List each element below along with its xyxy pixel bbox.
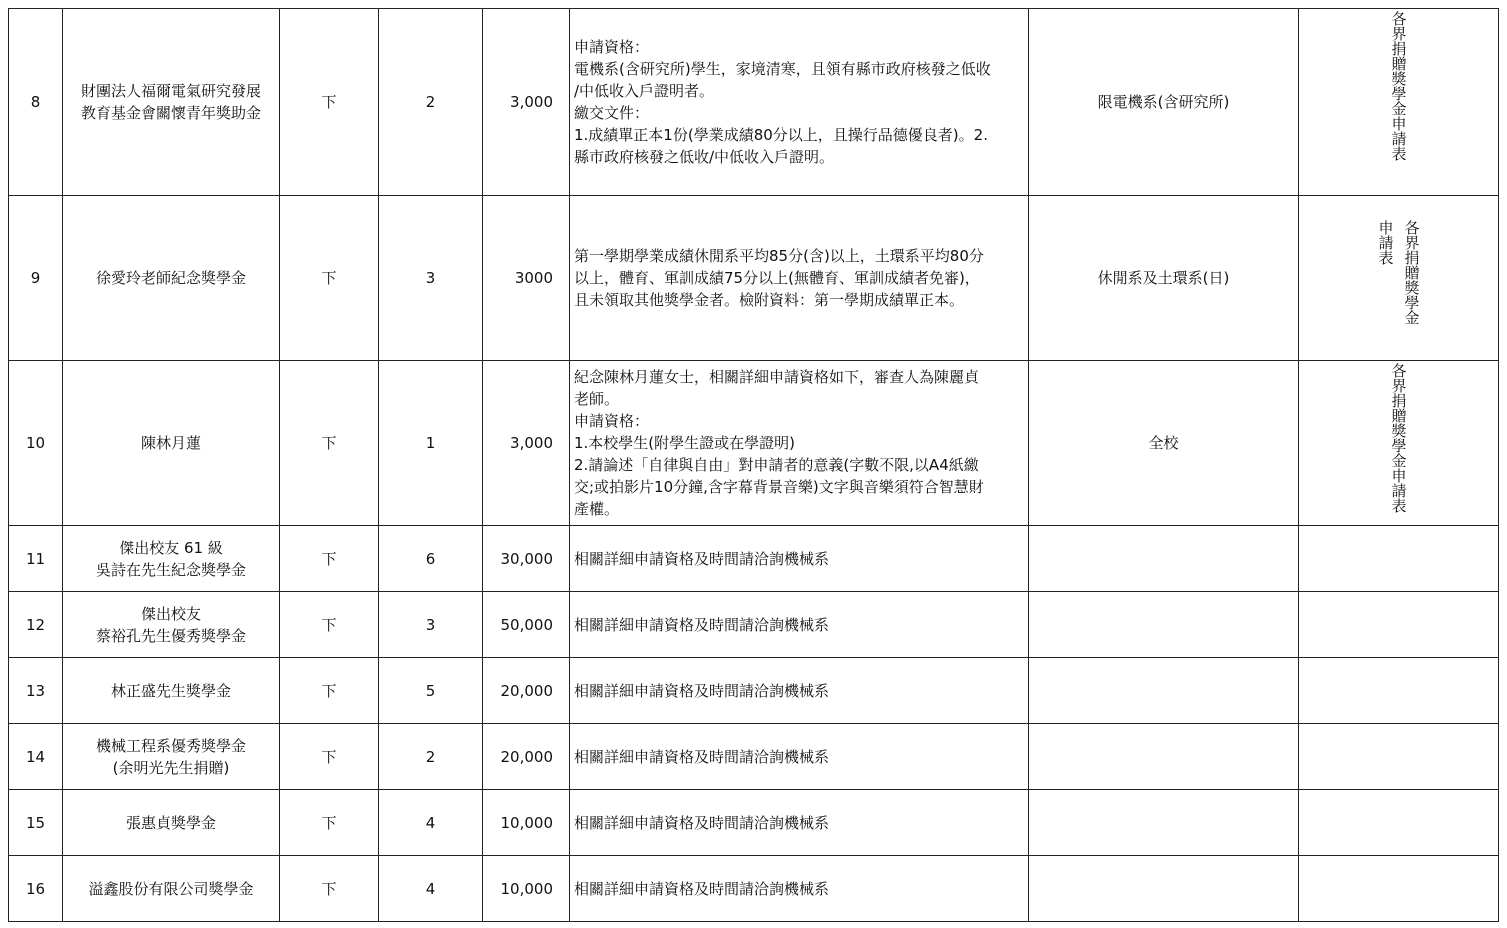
quota-text: 3 bbox=[425, 615, 436, 634]
amount bbox=[483, 592, 570, 658]
table-row bbox=[9, 856, 1499, 922]
scholarship-name-line: 傑出校友 61 級 bbox=[119, 538, 223, 557]
eligibility-line: 相關詳細申請資格及時間請洽詢機械系 bbox=[574, 549, 830, 568]
amount bbox=[483, 361, 570, 526]
eligibility-line: 申請資格： bbox=[574, 412, 650, 430]
scholarship-name-line: 財團法人福爾電氣研究發展 bbox=[80, 82, 261, 100]
amount-text: 3000 bbox=[514, 269, 553, 287]
application-form bbox=[1299, 658, 1499, 724]
amount-text: 50,000 bbox=[500, 615, 553, 634]
row-number-text: 13 bbox=[25, 681, 46, 700]
term bbox=[280, 724, 379, 790]
scope bbox=[1029, 9, 1299, 196]
amount bbox=[483, 790, 570, 856]
eligibility bbox=[570, 196, 1029, 361]
eligibility-line: 縣市政府核發之低收/中低收入戶證明。 bbox=[574, 148, 835, 166]
eligibility-line: 相關詳細申請資格及時間請洽詢機械系 bbox=[574, 615, 830, 634]
scholarship-name-line: 徐愛玲老師紀念獎學金 bbox=[95, 269, 246, 287]
amount-text: 3,000 bbox=[510, 434, 553, 452]
scholarship-table bbox=[8, 8, 1499, 922]
quota bbox=[379, 361, 483, 526]
term-text: 下 bbox=[321, 93, 337, 111]
eligibility-line: 繳交文件： bbox=[574, 104, 650, 122]
row-number bbox=[9, 361, 63, 526]
scholarship-name bbox=[63, 9, 280, 196]
row-number-text: 12 bbox=[25, 615, 46, 634]
application-form bbox=[1299, 724, 1499, 790]
eligibility-line: 且未領取其他獎學金者。檢附資料：第一學期成績單正本。 bbox=[574, 291, 965, 309]
amount-text: 10,000 bbox=[500, 879, 553, 898]
quota bbox=[379, 658, 483, 724]
amount-text: 3,000 bbox=[510, 93, 553, 111]
quota bbox=[379, 9, 483, 196]
eligibility bbox=[570, 361, 1029, 526]
amount bbox=[483, 526, 570, 592]
eligibility-line: 老師。 bbox=[574, 390, 620, 408]
eligibility-line: 紀念陳林月蓮女士，相關詳細申請資格如下，審查人為陳麗貞 bbox=[574, 368, 980, 386]
row-number-text: 10 bbox=[25, 434, 46, 452]
term-text: 下 bbox=[321, 681, 337, 700]
scholarship-name bbox=[63, 592, 280, 658]
eligibility bbox=[570, 856, 1029, 922]
amount-text: 20,000 bbox=[500, 681, 553, 700]
amount-text: 20,000 bbox=[500, 747, 553, 766]
scholarship-name-line: (余明光先生捐贈) bbox=[112, 758, 230, 777]
quota-text: 2 bbox=[425, 747, 436, 766]
quota bbox=[379, 724, 483, 790]
amount-text: 10,000 bbox=[500, 813, 553, 832]
application-form bbox=[1299, 361, 1499, 526]
application-form-link[interactable]: 各界捐贈獎學金申請表 bbox=[1389, 363, 1408, 513]
term-text: 下 bbox=[321, 269, 337, 287]
scholarship-name bbox=[63, 196, 280, 361]
term bbox=[280, 658, 379, 724]
term bbox=[280, 526, 379, 592]
eligibility-line: 相關詳細申請資格及時間請洽詢機械系 bbox=[574, 747, 830, 766]
scope bbox=[1029, 196, 1299, 361]
scholarship-name-line: 蔡裕孔先生優秀獎學金 bbox=[95, 626, 246, 645]
row-number-text: 9 bbox=[30, 269, 41, 287]
term-text: 下 bbox=[321, 879, 337, 898]
scope-text: 全校 bbox=[1148, 434, 1179, 452]
scholarship-name bbox=[63, 790, 280, 856]
table-row bbox=[9, 526, 1499, 592]
quota bbox=[379, 592, 483, 658]
scope bbox=[1029, 658, 1299, 724]
scholarship-name-line: 張惠貞獎學金 bbox=[125, 813, 216, 832]
scope bbox=[1029, 790, 1299, 856]
quota bbox=[379, 196, 483, 361]
eligibility-line: 電機系(含研究所)學生，家境清寒，且領有縣市政府核發之低收 bbox=[574, 60, 991, 78]
eligibility-line: 2.請論述「自律與自由」對申請者的意義(字數不限,以A4紙繳 bbox=[574, 456, 979, 474]
application-form-link[interactable]: 各界捐贈獎學金申請表 bbox=[1376, 220, 1421, 325]
row-number bbox=[9, 526, 63, 592]
term-text: 下 bbox=[321, 615, 337, 634]
term bbox=[280, 790, 379, 856]
scholarship-name-line: 陳林月蓮 bbox=[140, 434, 201, 452]
eligibility-line: 1.成績單正本1份(學業成績80分以上，且操行品德優良者)。2. bbox=[574, 126, 988, 144]
eligibility-line: 產權。 bbox=[574, 500, 620, 518]
scope bbox=[1029, 361, 1299, 526]
table-row bbox=[9, 9, 1499, 196]
application-form bbox=[1299, 9, 1499, 196]
table-row bbox=[9, 361, 1499, 526]
scholarship-name bbox=[63, 856, 280, 922]
table-row bbox=[9, 196, 1499, 361]
quota-text: 6 bbox=[425, 549, 436, 568]
application-form-link[interactable]: 各界捐贈獎學金申請表 bbox=[1389, 11, 1408, 161]
eligibility-line: 相關詳細申請資格及時間請洽詢機械系 bbox=[574, 681, 830, 700]
term-text: 下 bbox=[321, 434, 337, 452]
row-number bbox=[9, 724, 63, 790]
quota-text: 1 bbox=[425, 434, 436, 452]
row-number-text: 11 bbox=[25, 549, 46, 568]
quota bbox=[379, 856, 483, 922]
row-number bbox=[9, 196, 63, 361]
row-number bbox=[9, 592, 63, 658]
row-number bbox=[9, 658, 63, 724]
scholarship-name-line: 溢鑫股份有限公司獎學金 bbox=[88, 879, 254, 898]
scholarship-name bbox=[63, 361, 280, 526]
quota bbox=[379, 526, 483, 592]
eligibility bbox=[570, 790, 1029, 856]
term bbox=[280, 196, 379, 361]
amount bbox=[483, 9, 570, 196]
eligibility bbox=[570, 592, 1029, 658]
table-row bbox=[9, 790, 1499, 856]
term bbox=[280, 9, 379, 196]
eligibility bbox=[570, 526, 1029, 592]
quota-text: 4 bbox=[425, 879, 436, 898]
eligibility-line: 交;或拍影片10分鐘,含字幕背景音樂)文字與音樂須符合智慧財 bbox=[574, 478, 984, 496]
application-form bbox=[1299, 196, 1499, 361]
amount bbox=[483, 658, 570, 724]
scholarship-name-line: 吳詩在先生紀念獎學金 bbox=[95, 560, 246, 579]
scholarship-name-line: 機械工程系優秀獎學金 bbox=[95, 736, 246, 755]
term-text: 下 bbox=[321, 813, 337, 832]
amount bbox=[483, 724, 570, 790]
table-row bbox=[9, 658, 1499, 724]
scope bbox=[1029, 856, 1299, 922]
amount-text: 30,000 bbox=[500, 549, 553, 568]
scholarship-name bbox=[63, 724, 280, 790]
eligibility bbox=[570, 724, 1029, 790]
eligibility-line: 相關詳細申請資格及時間請洽詢機械系 bbox=[574, 813, 830, 832]
term bbox=[280, 592, 379, 658]
application-form bbox=[1299, 790, 1499, 856]
application-form bbox=[1299, 526, 1499, 592]
eligibility-line: 相關詳細申請資格及時間請洽詢機械系 bbox=[574, 879, 830, 898]
scholarship-name-line: 教育基金會關懷青年獎助金 bbox=[80, 104, 261, 122]
row-number bbox=[9, 9, 63, 196]
eligibility-line: 申請資格： bbox=[574, 38, 650, 56]
amount bbox=[483, 856, 570, 922]
term-text: 下 bbox=[321, 747, 337, 766]
scholarship-name-line: 傑出校友 bbox=[140, 604, 201, 623]
quota-text: 4 bbox=[425, 813, 436, 832]
term bbox=[280, 361, 379, 526]
scope bbox=[1029, 526, 1299, 592]
application-form bbox=[1299, 856, 1499, 922]
table-row bbox=[9, 724, 1499, 790]
eligibility bbox=[570, 658, 1029, 724]
eligibility-line: /中低收入戶證明者。 bbox=[574, 82, 715, 100]
quota bbox=[379, 790, 483, 856]
table-row bbox=[9, 592, 1499, 658]
term bbox=[280, 856, 379, 922]
row-number bbox=[9, 856, 63, 922]
eligibility bbox=[570, 9, 1029, 196]
row-number bbox=[9, 790, 63, 856]
row-number-text: 14 bbox=[25, 747, 46, 766]
term-text: 下 bbox=[321, 549, 337, 568]
eligibility-line: 以上，體育、軍訓成績75分以上(無體育、軍訓成績者免審)， bbox=[574, 269, 980, 287]
row-number-text: 8 bbox=[30, 93, 41, 111]
scholarship-name-line: 林正盛先生獎學金 bbox=[110, 681, 231, 700]
scholarship-name bbox=[63, 658, 280, 724]
scholarship-name bbox=[63, 526, 280, 592]
eligibility-line: 第一學期學業成績休閒系平均85分(含)以上，土環系平均80分 bbox=[574, 247, 984, 265]
application-form bbox=[1299, 592, 1499, 658]
quota-text: 5 bbox=[425, 681, 436, 700]
quota-text: 3 bbox=[425, 269, 436, 287]
scope-text: 休閒系及土環系(日) bbox=[1097, 269, 1230, 287]
scope bbox=[1029, 724, 1299, 790]
eligibility-line: 1.本校學生(附學生證或在學證明) bbox=[574, 434, 796, 452]
quota-text: 2 bbox=[425, 93, 436, 111]
row-number-text: 15 bbox=[25, 813, 46, 832]
scope-text: 限電機系(含研究所) bbox=[1097, 93, 1230, 111]
row-number-text: 16 bbox=[25, 879, 46, 898]
scope bbox=[1029, 592, 1299, 658]
amount bbox=[483, 196, 570, 361]
